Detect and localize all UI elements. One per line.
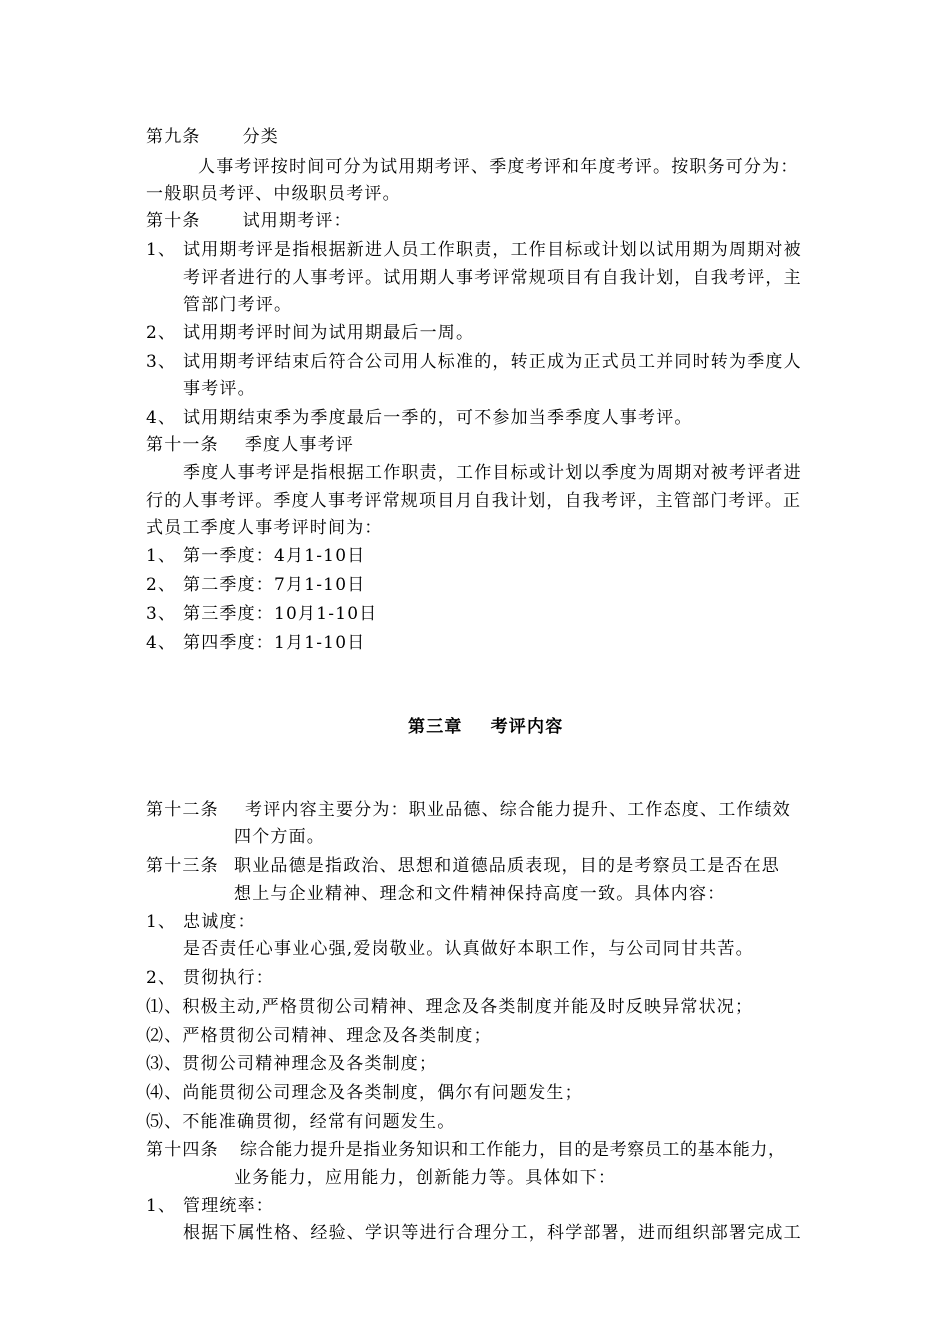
- list-number: 1、: [146, 912, 177, 932]
- level-item: ⑶、贯彻公司精神理念及各类制度；: [146, 1054, 438, 1074]
- paragraph-line: 式员工季度人事考评时间为：: [146, 518, 383, 538]
- list-number: 1、: [146, 1196, 177, 1216]
- chapter-title: 考评内容: [490, 717, 564, 737]
- paragraph-line: 季度人事考评是指根据工作职责，工作目标或计划以季度为周期对被考评者进: [183, 463, 802, 483]
- article-number: 第十二条: [146, 800, 219, 820]
- list-item-line: 考评者进行的人事考评。试用期人事考评常规项目有自我计划，自我考评，主: [183, 268, 802, 288]
- list-item-line: 第三季度：10月1-10日: [183, 604, 378, 624]
- list-item-line: 管部门考评。: [183, 295, 293, 315]
- level-item: ⑷、尚能贯彻公司理念及各类制度，偶尔有问题发生；: [146, 1083, 583, 1103]
- article-title: 试用期考评：: [242, 211, 352, 231]
- paragraph-line: 职业品德是指政治、思想和道德品质表现，目的是考察员工是否在思: [234, 856, 780, 876]
- article-number: 第十条: [146, 211, 201, 231]
- list-item-title: 管理统率：: [183, 1196, 274, 1216]
- paragraph-line: 一般职员考评、中级职员考评。: [146, 184, 401, 204]
- list-number: 1、: [146, 240, 177, 260]
- list-item-line: 试用期考评结束后符合公司用人标准的，转正成为正式员工并同时转为季度人: [183, 352, 802, 372]
- list-number: 2、: [146, 968, 177, 988]
- level-item: ⑵、严格贯彻公司精神、理念及各类制度；: [146, 1026, 492, 1046]
- list-number: 1、: [146, 546, 177, 566]
- list-number: 4、: [146, 408, 177, 428]
- list-number: 4、: [146, 633, 177, 653]
- list-item-line: 试用期结束季为季度最后一季的，可不参加当季季度人事考评。: [183, 408, 693, 428]
- paragraph-line: 考评内容主要分为：职业品德、综合能力提升、工作态度、工作绩效: [245, 800, 791, 820]
- paragraph-line: 行的人事考评。季度人事考评常规项目月自我计划，自我考评，主管部门考评。正: [146, 491, 802, 511]
- list-item-title: 忠诚度：: [183, 912, 256, 932]
- article-10-heading: [146, 210, 352, 232]
- article-number: 第十四条: [146, 1140, 219, 1160]
- list-item-title: 贯彻执行：: [183, 968, 274, 988]
- list-number: 3、: [146, 604, 177, 624]
- level-item: ⑸、不能准确贯彻，经常有问题发生。: [146, 1112, 456, 1132]
- list-number: 3、: [146, 352, 177, 372]
- list-item-line: 事考评。: [183, 379, 256, 399]
- paragraph-line: 想上与企业精神、理念和文件精神保持高度一致。具体内容：: [234, 884, 726, 904]
- paragraph-line: 人事考评按时间可分为试用期考评、季度考评和年度考评。按职务可分为：: [198, 157, 799, 177]
- list-item-line: 第一季度：4月1-10日: [183, 546, 366, 566]
- article-number: 第十一条: [146, 435, 219, 455]
- paragraph-line: 业务能力，应用能力，创新能力等。具体如下：: [234, 1168, 617, 1188]
- article-number: 第十三条: [146, 856, 219, 876]
- list-number: 2、: [146, 575, 177, 595]
- list-item-line: 试用期考评时间为试用期最后一周。: [183, 323, 475, 343]
- paragraph-line: 四个方面。: [234, 827, 325, 847]
- list-number: 2、: [146, 323, 177, 343]
- paragraph-line: 综合能力提升是指业务知识和工作能力，目的是考察员工的基本能力，: [240, 1140, 786, 1160]
- chapter-label: 第三章: [408, 717, 463, 737]
- level-item: ⑴、积极主动,严格贯彻公司精神、理念及各类制度并能及时反映异常状况；: [146, 997, 754, 1017]
- list-item-line: 根据下属性格、经验、学识等进行合理分工，科学部署，进而组织部署完成工: [183, 1223, 802, 1243]
- article-9-heading: [146, 126, 279, 148]
- list-item-line: 试用期考评是指根据新进人员工作职责，工作目标或计划以试用期为周期对被: [183, 240, 802, 260]
- list-item-line: 是否责任心事业心强,爱岗敬业。认真做好本职工作，与公司同甘共苦。: [183, 939, 754, 959]
- article-11-heading: [146, 434, 354, 456]
- article-title: 季度人事考评: [244, 435, 355, 455]
- list-item-line: 第四季度：1月1-10日: [183, 633, 366, 653]
- article-number: 第九条: [146, 127, 201, 147]
- article-title: 分类: [242, 127, 280, 147]
- list-item-line: 第二季度：7月1-10日: [183, 575, 366, 595]
- chapter-heading: [408, 716, 563, 738]
